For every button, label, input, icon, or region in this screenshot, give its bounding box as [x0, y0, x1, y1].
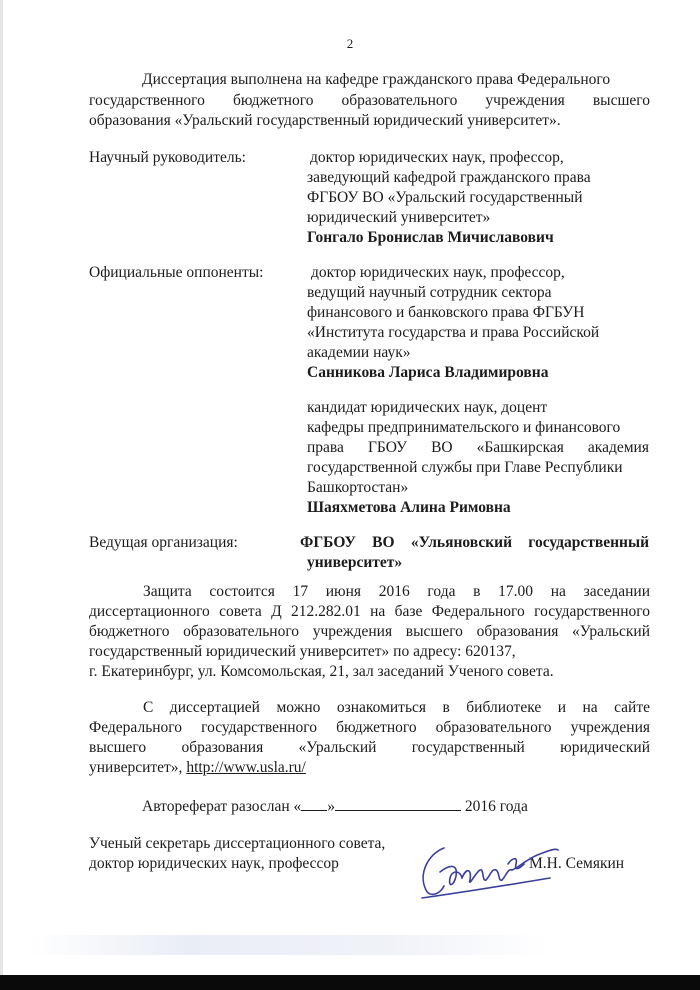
signature-icon — [400, 828, 560, 908]
abstract-sent-suffix: 2016 года — [461, 798, 528, 815]
secretary-degree: доктор юридических наук, профессор — [89, 855, 339, 872]
university-website-link[interactable]: http://www.usla.ru/ — [186, 759, 306, 776]
opponent1-line: ведущий научный сотрудник сектора — [307, 284, 552, 301]
opponent2-line: государственной службы при Главе Республики — [307, 459, 623, 476]
defense-line: диссертационного совета Д 212.282.01 на базе Федерального государственного — [89, 603, 650, 620]
abstract-sent-line — [142, 796, 528, 818]
supervisor-line: ФГБОУ ВО «Уральский государственный — [307, 189, 583, 206]
abstract-sent-mid: » — [327, 798, 336, 815]
library-line — [89, 758, 306, 779]
library-line-prefix: университет», — [89, 759, 187, 776]
supervisor-line: доктор юридических наук, профессор, — [310, 149, 564, 166]
abstract-sent-prefix: Автореферат разослан « — [142, 798, 302, 815]
leading-org-name-cont: университет» — [307, 554, 403, 571]
library-line: высшего образования «Уральский государственный юридический — [89, 739, 650, 756]
supervisor-name: Гонгало Бронислав Мичиславович — [307, 229, 554, 246]
leading-org-name: ФГБОУ ВО «Ульяновский государственный — [300, 534, 649, 551]
intro-line: образования «Уральский государственный юридический университет». — [89, 112, 561, 129]
opponent1-line: доктор юридических наук, профессор, — [311, 264, 565, 281]
library-line: Федерального государственного бюджетного образовательного учреждения — [89, 719, 650, 736]
opponent2-line: Башкортостан» — [307, 479, 409, 496]
opponent2-name: Шаяхметова Алина Римовна — [307, 499, 511, 516]
day-blank — [301, 796, 327, 811]
opponent1-name: Санникова Лариса Владимировна — [307, 364, 549, 381]
leading-org-label: Ведущая организация: — [89, 534, 238, 551]
opponent2-line: права ГБОУ ВО «Башкирская академия — [307, 439, 649, 456]
month-blank — [335, 796, 461, 811]
library-line: С диссертацией можно ознакомиться в библиотеке и на сайте — [143, 699, 650, 716]
opponent2-line: кафедры предпринимательского и финансового — [307, 419, 621, 436]
page-number: 2 — [346, 36, 354, 51]
defense-line: г. Екатеринбург, ул. Комсомольская, 21, зал заседаний Ученого совета. — [89, 663, 554, 680]
defense-line: государственный юридический университет» по адресу: 620137, — [89, 643, 516, 660]
scan-bottom-edge — [0, 975, 700, 990]
secretary-name: М.Н. Семякин — [529, 855, 625, 872]
defense-line: Защита состоится 17 июня 2016 года в 17.00 на заседании — [143, 583, 650, 600]
supervisor-label: Научный руководитель: — [89, 149, 246, 166]
intro-line: государственного бюджетного образовательного учреждения высшего — [89, 92, 650, 109]
intro-line: Диссертация выполнена на кафедре гражданского права Федерального — [142, 71, 611, 88]
opponent1-line: «Института государства и права Российской — [307, 324, 600, 341]
supervisor-line: юридический университет» — [307, 209, 491, 226]
opponent1-line: финансового и банковского права ФГБУН — [307, 304, 585, 321]
opponent2-line: кандидат юридических наук, доцент — [307, 399, 548, 416]
opponents-label: Официальные оппоненты: — [89, 264, 264, 281]
secretary-title: Ученый секретарь диссертационного совета, — [89, 835, 386, 852]
supervisor-line: заведующий кафедрой гражданского права — [307, 169, 591, 186]
defense-line: бюджетного образовательного учреждения высшего образования «Уральский — [89, 623, 650, 640]
scan-edge — [0, 0, 3, 975]
opponent1-line: академии наук» — [307, 344, 411, 361]
scan-artifact — [30, 935, 550, 955]
